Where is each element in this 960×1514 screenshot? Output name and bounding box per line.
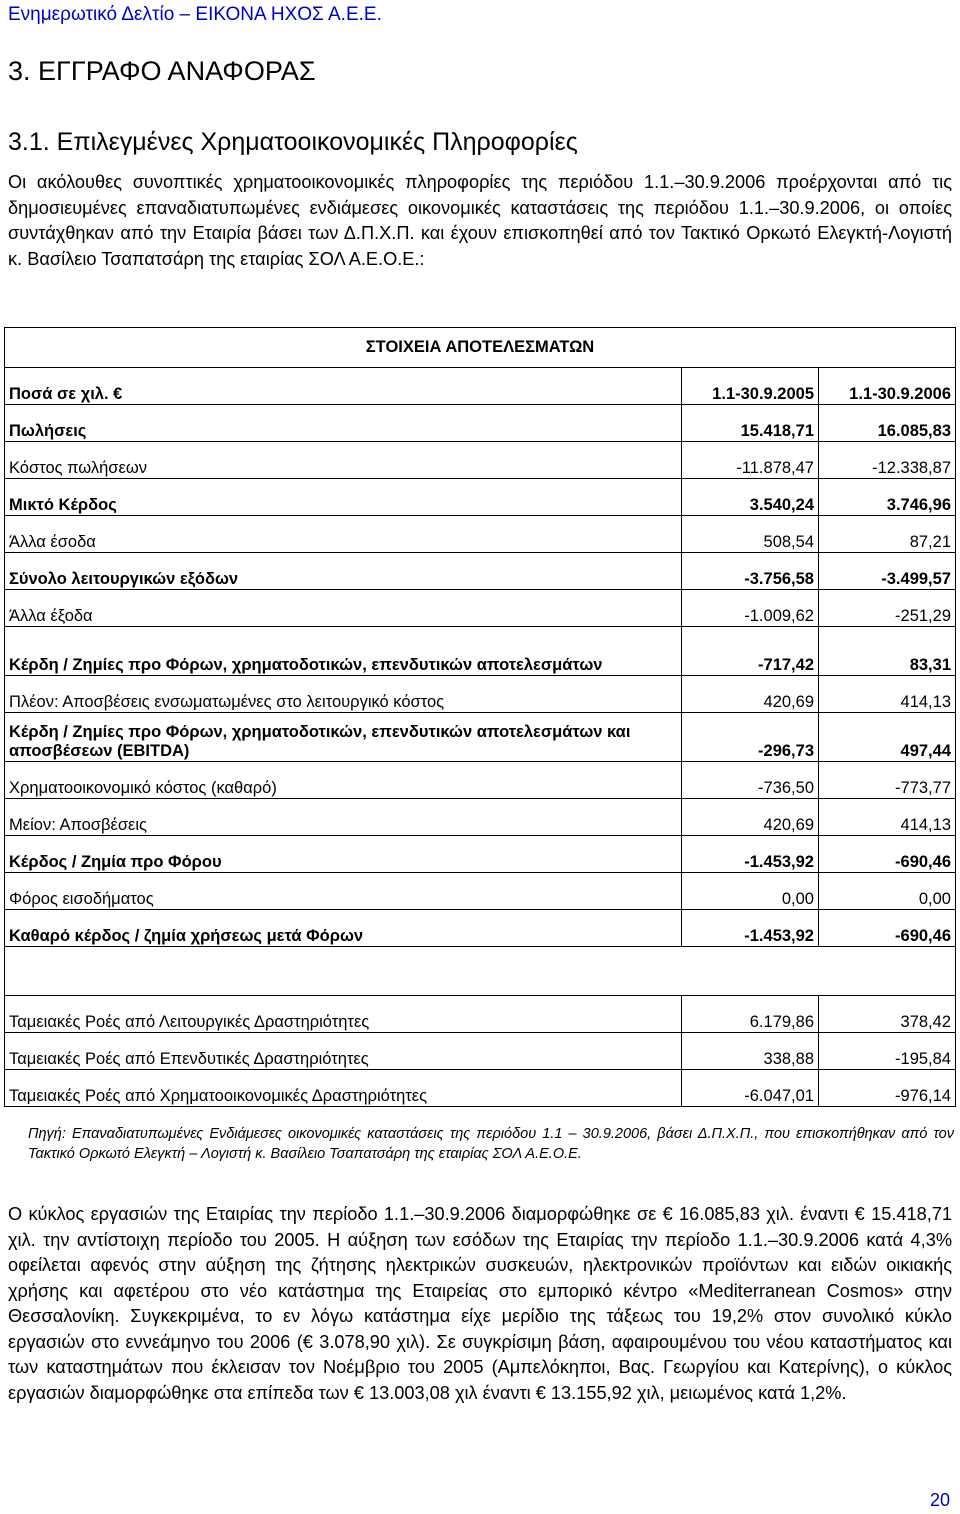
- row-value-2006: -976,14: [819, 1070, 956, 1107]
- row-label: Φόρος εισοδήματος: [5, 873, 682, 910]
- row-value-2006: -3.499,57: [819, 553, 956, 590]
- row-value-2005: 6.179,86: [682, 996, 819, 1033]
- row-value-2006: 414,13: [819, 799, 956, 836]
- row-value-2005: -717,42: [682, 627, 819, 676]
- running-header: Ενημερωτικό Δελτίο – ΕΙΚΟΝΑ ΗΧΟΣ Α.Ε.Ε.: [8, 4, 382, 25]
- header-col-2006: 1.1-30.9.2006: [819, 368, 956, 405]
- table-row: [5, 910, 956, 947]
- row-label: Χρηματοοικονομικό κόστος (καθαρό): [5, 762, 682, 799]
- row-value-2005: 3.540,24: [682, 479, 819, 516]
- row-value-2005: 508,54: [682, 516, 819, 553]
- row-value-2006: -195,84: [819, 1033, 956, 1070]
- intro-paragraph: Οι ακόλουθες συνοπτικές χρηματοοικονομικές πληροφορίες της περιόδου 1.1.–30.9.2006 προέρχονται από τις δημοσιευμένες επαναδιατυπωμένες ενδιάμεσες οικονομικές καταστάσεις της περιόδου 1.1.–30.9.2006, οι οποίες συντάχθηκαν από την Εταιρία βάσει των Δ.Π.Χ.Π. και έχουν επισκοπηθεί από τον Τακτικό Ορκωτό Ελεγκτή-Λογιστή κ. Βασίλειο Τσαπατσάρη της εταιρίας ΣΟΛ Α.Ε.Ο.Ε.:: [8, 172, 952, 269]
- results-table: [4, 327, 956, 1107]
- row-label: Κέρδος / Ζημία προ Φόρου: [5, 836, 682, 873]
- row-value-2005: -11.878,47: [682, 442, 819, 479]
- header-col-2005: 1.1-30.9.2005: [682, 368, 819, 405]
- subsection-title: 3.1. Επιλεγμένες Χρηματοοικονομικές Πληροφορίες: [8, 128, 578, 156]
- section-title: 3. ΕΓΓΡΑΦΟ ΑΝΑΦΟΡΑΣ: [8, 56, 316, 86]
- table-header-row: [5, 368, 956, 405]
- row-label: Ταμειακές Ροές από Χρηματοοικονομικές Δραστηριότητες: [5, 1070, 682, 1107]
- row-value-2006: -690,46: [819, 836, 956, 873]
- table-row: [5, 762, 956, 799]
- table-row: [5, 442, 956, 479]
- table-title-row: [5, 328, 956, 368]
- page-number: 20: [929, 1490, 950, 1510]
- row-value-2006: 3.746,96: [819, 479, 956, 516]
- row-value-2006: -251,29: [819, 590, 956, 627]
- row-value-2006: -12.338,87: [819, 442, 956, 479]
- row-label: Σύνολο λειτουργικών εξόδων: [5, 553, 682, 590]
- row-label: Καθαρό κέρδος / ζημία χρήσεως μετά Φόρων: [5, 910, 682, 947]
- table-row: [5, 516, 956, 553]
- row-value-2006: 87,21: [819, 516, 956, 553]
- row-label: Μείον: Αποσβέσεις: [5, 799, 682, 836]
- row-value-2006: 497,44: [819, 713, 956, 762]
- table-row: [5, 676, 956, 713]
- row-value-2006: -690,46: [819, 910, 956, 947]
- row-value-2005: 420,69: [682, 799, 819, 836]
- table-row: [5, 1070, 956, 1107]
- row-label: Κόστος πωλήσεων: [5, 442, 682, 479]
- row-value-2005: -1.009,62: [682, 590, 819, 627]
- table-row: [5, 1033, 956, 1070]
- row-value-2006: 378,42: [819, 996, 956, 1033]
- row-value-2006: 83,31: [819, 627, 956, 676]
- row-label: Ταμειακές Ροές από Επενδυτικές Δραστηριότητες: [5, 1033, 682, 1070]
- table-row: [5, 627, 956, 676]
- table-row: [5, 479, 956, 516]
- spacer-cell: [5, 947, 956, 996]
- row-value-2005: -3.756,58: [682, 553, 819, 590]
- table-source-note: Πηγή: Επαναδιατυπωμένες Ενδιάμεσες οικονομικές καταστάσεις της περιόδου 1.1 – 30.9.2006, βάσει Δ.Π.Χ.Π., που επισκοπήθηκαν από τον Τακτικό Ορκωτό Ελεγκτή – Λογιστή κ. Βασίλειο Τσαπατσάρη της εταιρίας ΣΟΛ Α.Ε.Ο.Ε.: [28, 1126, 954, 1162]
- row-value-2005: -1.453,92: [682, 910, 819, 947]
- table-row: [5, 799, 956, 836]
- row-value-2005: -1.453,92: [682, 836, 819, 873]
- table-row: [5, 553, 956, 590]
- row-value-2006: 16.085,83: [819, 405, 956, 442]
- row-value-2005: 338,88: [682, 1033, 819, 1070]
- row-label: Κέρδη / Ζημίες προ Φόρων, χρηματοδοτικών, επενδυτικών αποτελεσμάτων: [5, 627, 682, 676]
- row-value-2005: 15.418,71: [682, 405, 819, 442]
- body-paragraph: Ο κύκλος εργασιών της Εταιρίας την περίοδο 1.1.–30.9.2006 διαμορφώθηκε σε € 16.085,83 χιλ. έναντι € 15.418,71 χιλ. την αντίστοιχη περίοδο του 2005. Η αύξηση των εσόδων της Εταιρίας την περίοδο 1.1.–30.9.2006 κατά 4,3% οφείλεται αφενός στην αύξηση της ζήτησης ηλεκτρικών συσκευών, ηλεκτρονικών προϊόντων και ειδών οικιακής χρήσης και αφετέρου στο νέο κατάστημα της Εταιρείας στο εμπορικό κέντρο «Mediterranean Cosmos» στην Θεσσαλονίκη. Συγκεκριμένα, το εν λόγω κατάστημα είχε μερίδιο της τάξεως του 19,2% στον συνολικό κύκλο εργασιών στο εννεάμηνο του 2006 (€ 3.078,90 χιλ). Σε συγκρίσιμη βάση, αφαιρουμένου του νέου καταστήματος και των καταστημάτων που έκλεισαν τον Νοέμβριο του 2005 (Αμπελόκηποι, Βας. Γεωργίου και Κατερίνης), ο κύκλος εργασιών διαμορφώθηκε στα επίπεδα των € 13.003,08 χιλ έναντι € 13.155,92 χιλ, μειωμένος κατά 1,2%.: [8, 1204, 952, 1403]
- row-label: Ταμειακές Ροές από Λειτουργικές Δραστηριότητες: [5, 996, 682, 1033]
- row-value-2005: -736,50: [682, 762, 819, 799]
- row-value-2006: -773,77: [819, 762, 956, 799]
- table-title: ΣΤΟΙΧΕΙΑ ΑΠΟΤΕΛΕΣΜΑΤΩΝ: [5, 328, 956, 368]
- table-row: [5, 996, 956, 1033]
- header-label: Ποσά σε χιλ. €: [5, 368, 682, 405]
- row-label: Κέρδη / Ζημίες προ Φόρων, χρηματοδοτικών, επενδυτικών αποτελεσμάτων και αποσβέσεων (EBITDA): [5, 713, 682, 762]
- row-value-2005: -6.047,01: [682, 1070, 819, 1107]
- row-value-2006: 414,13: [819, 676, 956, 713]
- row-label: Μικτό Κέρδος: [5, 479, 682, 516]
- row-value-2006: 0,00: [819, 873, 956, 910]
- row-label: Πλέον: Αποσβέσεις ενσωματωμένες στο λειτουργικό κόστος: [5, 676, 682, 713]
- row-value-2005: 420,69: [682, 676, 819, 713]
- row-label: Πωλήσεις: [5, 405, 682, 442]
- table-row: [5, 405, 956, 442]
- table-row: [5, 873, 956, 910]
- table-row: [5, 836, 956, 873]
- row-value-2005: -296,73: [682, 713, 819, 762]
- row-value-2005: 0,00: [682, 873, 819, 910]
- row-label: Άλλα έσοδα: [5, 516, 682, 553]
- table-row: [5, 713, 956, 762]
- table-row: [5, 590, 956, 627]
- row-label: Άλλα έξοδα: [5, 590, 682, 627]
- table-spacer-row: [5, 947, 956, 996]
